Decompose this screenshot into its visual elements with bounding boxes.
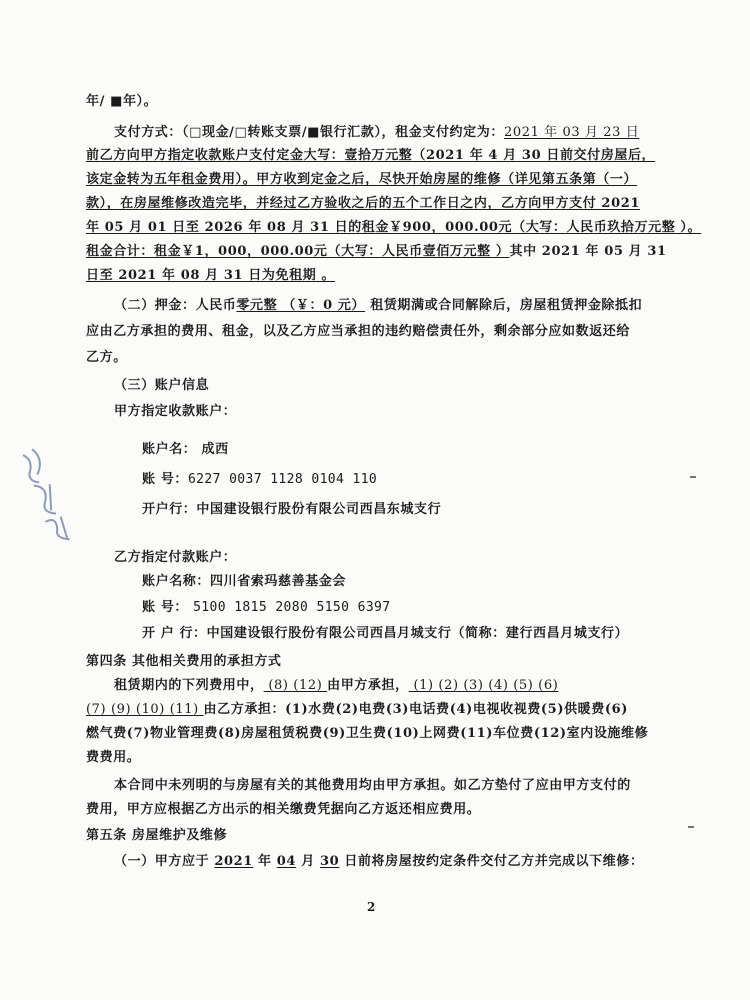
text-run: 租赁期内的下列费用中， (114, 678, 264, 693)
text-run: 年 (252, 854, 277, 869)
text-run: 租金合计：租金￥1，000，000.00元（大写：人民币壹佰万元整 ） (86, 244, 510, 259)
scan-mark (688, 826, 694, 828)
handwritten-signature (11, 435, 93, 555)
text-line (114, 296, 642, 316)
text-run: （一）甲方应于 (114, 854, 215, 869)
text-run: 本合同中未列明的与房屋有关的其他费用均由甲方承担。如乙方垫付了应由甲方支付的 (114, 778, 631, 793)
text-run: 开户行：中国建设银行股份有限公司西昌东城支行 (142, 502, 442, 517)
text-run: 账 号： (142, 472, 188, 487)
account-number (142, 598, 391, 618)
text-run: 30 (319, 854, 340, 869)
article-heading (86, 826, 227, 846)
text-line (114, 402, 236, 422)
text-run: 第四条 其他相关费用的承担方式 (86, 654, 282, 669)
article-heading (86, 652, 282, 672)
text-run: 前乙方向甲方指定收款账户支付定金大写：壹拾万元整（2021 年 4 月 30 日前交付房屋后， (86, 148, 656, 163)
text-line (86, 242, 667, 262)
text-run: 支付方式：（□现金/□转账支票/■银行汇款），租金支付约定为： (114, 125, 504, 140)
text-run: 日前将房屋按约定条件交付乙方并完成以下维修： (339, 854, 644, 869)
text-run: 账户名称：四川省索玛慈善基金会 (142, 574, 347, 589)
text-run: 应由乙方承担的费用、租金，以及乙方应当承担的违约赔偿责任外，剩余部分应如数返还给 (86, 324, 631, 339)
text-line (114, 676, 558, 696)
section-heading (114, 376, 209, 396)
text-run: (8) (12) (263, 678, 328, 693)
text-line (86, 92, 157, 112)
bank-name (142, 500, 441, 520)
text-run: 2021 年 03 月 23 日 (503, 125, 640, 140)
text-run: (1) (2) (3) (4) (5) (6) (408, 678, 559, 693)
text-run: 租赁期满或合同解除后，房屋租赁押金除抵扣 (365, 298, 643, 313)
text-run: 款），在房屋维修改造完毕，并经过乙方验收之后的五个工作日之内，乙方向甲方支付 2021 (86, 196, 641, 211)
text-run: 6227 0037 1128 0104 110 (187, 472, 378, 487)
text-line (86, 348, 127, 368)
page-number: 2 (367, 900, 376, 914)
text-run: 其中 2021 年 05 月 31 (509, 244, 667, 259)
text-run: （二）押金：人民币 (114, 298, 237, 313)
text-run: 由乙方承担：(1)水费(2)电费(3)电话费(4)电视收视费(5)供暖费(6) (203, 702, 629, 717)
account-name (142, 440, 229, 460)
text-run: 年/ ■年）。 (86, 94, 158, 109)
text-run: (7) (9) (10) (11) (86, 702, 204, 717)
text-run: 开 户 行：中国建设银行股份有限公司西昌月城支行（简称：建行西昌月城支行） (142, 626, 629, 641)
text-line (86, 800, 480, 820)
text-run: 年 05 月 01 日至 2026 年 08 月 31 日的租金￥900，000.00元（大写：人民币玖拾万元整 ）。 (86, 220, 702, 235)
text-run: 账 号： (142, 600, 194, 615)
text-run: 费费用。 (86, 750, 141, 765)
text-run: 日至 2021 年 08 月 31 日为免租期 。 (86, 268, 336, 283)
text-line (114, 123, 639, 143)
text-run: 零元整 （￥：0 元） (236, 298, 366, 313)
text-run: 乙方。 (86, 350, 127, 365)
text-run: 第五条 房屋维护及维修 (86, 828, 228, 843)
text-line (86, 322, 630, 342)
text-run: 燃气费(7)物业管理费(8)房屋租赁税费(9)卫生费(10)上网费(11)车位费(12)室内设施维修 (86, 726, 649, 741)
text-run: 5100 1815 2080 5150 6397 (193, 600, 391, 615)
text-run: 乙方指定付款账户： (114, 550, 237, 565)
account-name (142, 572, 346, 592)
text-run: （三）账户信息 (114, 378, 210, 393)
text-run: 费用，甲方应根据乙方出示的相关缴费凭据向乙方返还相应费用。 (86, 802, 481, 817)
text-line (86, 748, 140, 768)
bank-name (142, 624, 628, 644)
text-line (114, 852, 644, 872)
text-line (86, 194, 640, 214)
text-run: 2021 (214, 854, 253, 869)
text-line (86, 700, 628, 720)
text-line (86, 724, 648, 744)
text-run: 04 (276, 854, 297, 869)
account-number (142, 470, 377, 490)
text-run: 月 (296, 854, 320, 869)
text-line (114, 776, 631, 796)
text-line (86, 170, 637, 190)
text-line (114, 548, 236, 568)
scan-mark (690, 476, 696, 478)
text-run: 由甲方承担， (327, 678, 409, 693)
text-line (86, 146, 655, 166)
text-run: 甲方指定收款账户： (114, 404, 237, 419)
text-run: 该定金转为五年租金费用）。甲方收到定金之后，尽快开始房屋的维修（详见第五条第（一） (86, 172, 638, 187)
text-line (86, 266, 335, 286)
text-line (86, 218, 701, 238)
text-run: 账户名： 成西 (142, 442, 229, 457)
